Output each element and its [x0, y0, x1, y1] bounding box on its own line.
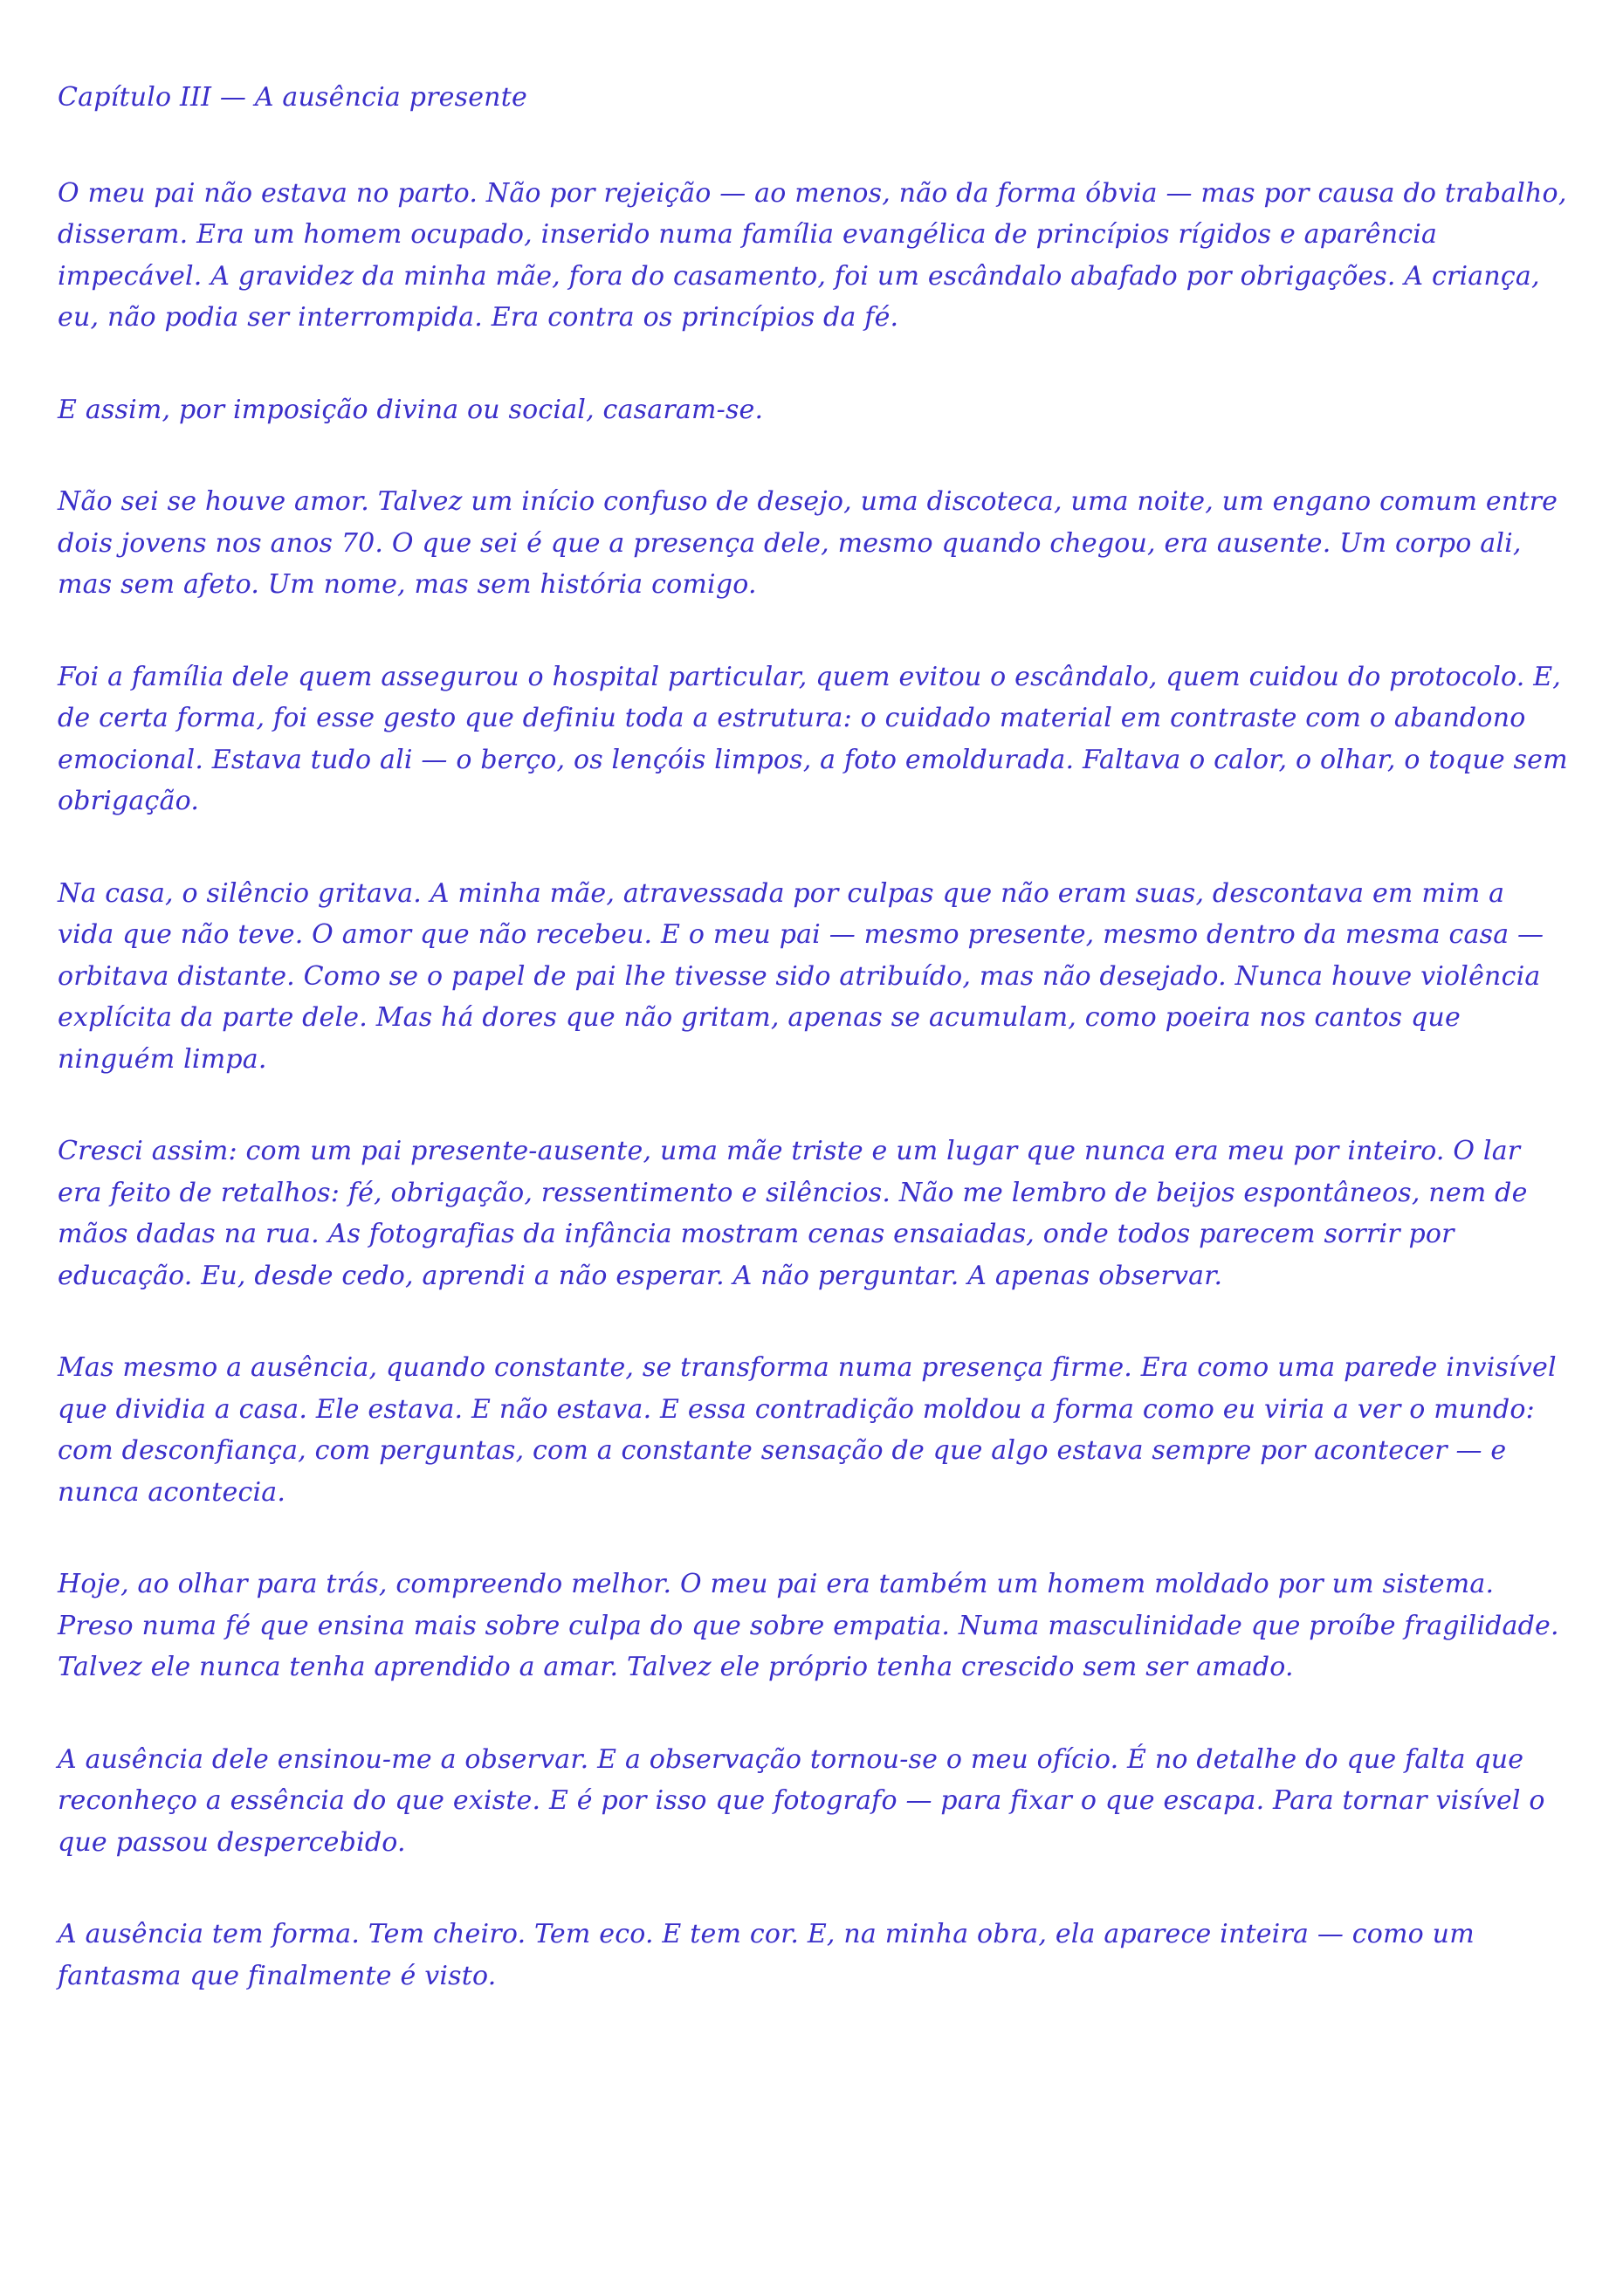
paragraph-10: A ausência tem forma. Tem cheiro. Tem eco. E tem cor. E, na minha obra, ela aparece inteira — como um fantasma que finalmente é visto.	[58, 1919, 1475, 1991]
paragraph-8: Hoje, ao olhar para trás, compreendo melhor. O meu pai era também um homem moldado por um sistema. Preso numa fé que ensina mais sobre culpa do que sobre empatia. Numa masculinidade que proíbe fragilidade. Talvez ele nunca tenha aprendido a amar. Talvez ele próprio tenha crescido sem ser amado.	[58, 1569, 1559, 1682]
paragraph-7: Mas mesmo a ausência, quando constante, se transforma numa presença firme. Era como uma parede invisível que dividia a casa. Ele estava. E não estava. E essa contradição moldou a forma como eu viria a ver o mundo: com desconfiança, com perguntas, com a constante sensação de que algo estava sempre por acontecer — e nunca acontecia.	[58, 1352, 1557, 1508]
paragraph-3: Não sei se houve amor. Talvez um início confuso de desejo, uma discoteca, uma noite, um engano comum entre dois jovens nos anos 70. O que sei é que a presença dele, mesmo quando chegou, era ausente. Um corpo ali, mas sem afeto. Um nome, mas sem história comigo.	[58, 486, 1558, 600]
paragraph-9: A ausência dele ensinou-me a observar. E a observação tornou-se o meu ofício. É no detalhe do que falta que reconheço a essência do que existe. E é por isso que fotografo — para fixar o que escapa. Para tornar visível o que passou despercebido.	[58, 1743, 1545, 1858]
paragraph-4: Foi a família dele quem assegurou o hospital particular, quem evitou o escândalo, quem cuidou do protocolo. E, de certa forma, foi esse gesto que definiu toda a estrutura: o cuidado material em contraste com o abandono emocional. Estava tudo ali — o berço, os lençóis limpos, a foto emoldurada. Faltava o calor, o olhar, o toque sem obrigação.	[58, 661, 1568, 816]
paragraph-5: Na casa, o silêncio gritava. A minha mãe, atravessada por culpas que não eram suas, descontava em mim a vida que não teve. O amor que não recebeu. E o meu pai — mesmo presente, mesmo dentro da mesma casa — orbitava distante. Como se o papel de pai lhe tivesse sido atribuído, mas não desejado. Nunca houve violência explícita da parte dele. Mas há dores que não gritam, apenas se acumulam, como poeira nos cantos que ninguém limpa.	[58, 877, 1544, 1075]
paragraph-1: O meu pai não estava no parto. Não por rejeição — ao menos, não da forma óbvia — mas por causa do trabalho, disseram. Era um homem ocupado, inserido numa família evangélica de princípios rígidos e aparência impecável. A gravidez da minha mãe, fora do casamento, foi um escândalo abafado por obrigações. A criança, eu, não podia ser interrompida. Era contra os princípios da fé.	[58, 177, 1567, 333]
chapter-title: Capítulo III — A ausência presente	[58, 82, 527, 113]
document-body	[58, 77, 1568, 2047]
paragraph-6: Cresci assim: com um pai presente-ausente, uma mãe triste e um lugar que nunca era meu por inteiro. O lar era feito de retalhos: fé, obrigação, ressentimento e silêncios. Não me lembro de beijos espontâneos, nem de mãos dadas na rua. As fotografias da infância mostram cenas ensaiadas, onde todos parecem sorrir por educação. Eu, desde cedo, aprendi a não esperar. A não perguntar. A apenas observar.	[58, 1136, 1528, 1291]
paragraph-2: E assim, por imposição divina ou social, casaram-se.	[58, 394, 764, 425]
